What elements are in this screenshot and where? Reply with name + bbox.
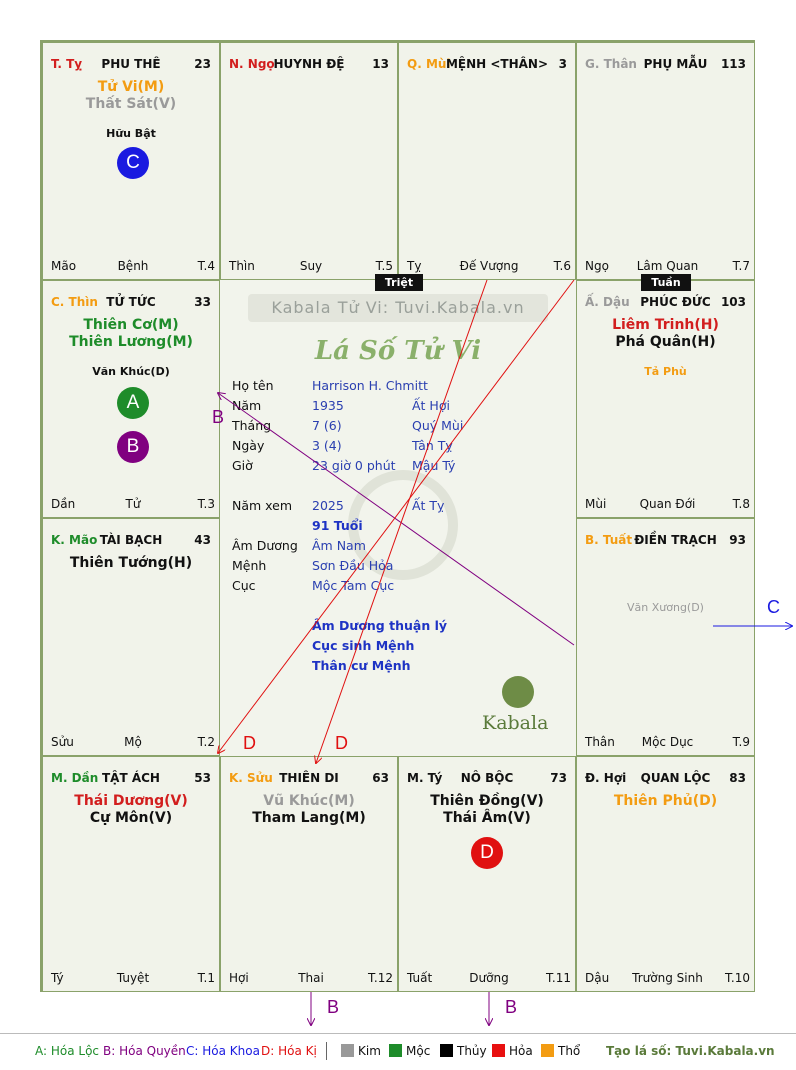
- palace-number: 93: [729, 533, 746, 547]
- minor-star: Hữu Bật: [106, 127, 156, 140]
- major-star: Thất Sát(V): [85, 96, 177, 112]
- stage-label: Mộ: [124, 735, 142, 749]
- major-star: Thiên Đồng(V): [430, 793, 544, 809]
- can-label: K. Mão: [51, 533, 98, 547]
- can-label: Q. Mùi: [407, 57, 451, 71]
- badge-c: C: [117, 147, 149, 179]
- minor-star: Văn Xương(D): [627, 601, 704, 614]
- branch-label: Ngọ: [585, 259, 609, 273]
- can-label: K. Sửu: [229, 771, 273, 785]
- palace-number: 23: [194, 57, 211, 71]
- tho-swatch: [541, 1044, 554, 1057]
- palace-number: 33: [194, 295, 211, 309]
- palace-index: T.11: [546, 971, 571, 985]
- branch-label: Tý: [51, 971, 64, 985]
- center-info-panel: Kabala Tử Vi: Tuvi.Kabala.vn Lá Số Tử Vi Họ tên Harrison H. Chmitt Năm 1935 Ất Hợi Tháng 7 (6) Quý Mùi Ngày 3 (4) Tân Tỵ Giờ 23 giờ 0 phút Mậu Tý Năm xem 2025 Ất Tỵ 91 Tuổi Âm Dương Âm Nam Mệnh Sơn Đầu Hỏa Cục Mộc Tam Cục Âm Dương thuận lý Cục sinh Mệnh Thân cư Mệnh Kabala: [220, 280, 576, 756]
- element-hoa: Hỏa: [492, 1044, 533, 1058]
- palace-number: 113: [720, 57, 746, 71]
- stage-label: Mộc Dục: [641, 735, 694, 749]
- major-star: Phá Quân(H): [615, 334, 716, 350]
- footer-site-link[interactable]: Tạo lá số: Tuvi.Kabala.vn: [606, 1044, 775, 1058]
- can-label: B. Tuất: [585, 533, 633, 547]
- palace-number: 103: [720, 295, 746, 309]
- arrow-d-line: [316, 280, 487, 763]
- palace-index: T.10: [725, 971, 750, 985]
- arrow-label-b: B: [212, 407, 225, 427]
- branch-label: Tuất: [407, 971, 433, 985]
- can-label: Ấ. Dậu: [585, 295, 630, 309]
- palace-index: T.6: [553, 259, 571, 273]
- stage-label: Suy: [299, 259, 323, 273]
- major-star: Thiên Cơ(M): [83, 317, 179, 333]
- chart-title: Lá Số Tử Vi: [314, 336, 482, 366]
- can-label: M. Dần: [51, 771, 99, 785]
- palace-name: NÔ BỘC: [460, 771, 514, 785]
- palace-index: T.2: [197, 735, 215, 749]
- major-star: Liêm Trinh(H): [612, 317, 719, 333]
- palace-name: ĐIỀN TRẠCH: [634, 533, 717, 547]
- legend-divider: [326, 1042, 327, 1060]
- minor-star: Văn Khúc(D): [92, 365, 170, 378]
- badge-b: B: [117, 431, 149, 463]
- palace-name: TÀI BẠCH: [99, 533, 163, 547]
- palace-number: 63: [372, 771, 389, 785]
- note-1: Âm Dương thuận lý: [312, 618, 448, 633]
- legend-b: B: Hóa Quyền: [103, 1044, 186, 1058]
- stage-label: Đế Vượng: [459, 259, 519, 273]
- stage-label: Tuyệt: [116, 971, 150, 985]
- kabala-brand: Kabala: [482, 712, 549, 734]
- arrow-label-d: D: [335, 733, 348, 753]
- element-moc: Mộc: [389, 1044, 430, 1058]
- stage-label: Tử: [125, 497, 141, 511]
- stage-label: Dưỡng: [469, 971, 509, 985]
- legend-a: A: Hóa Lộc: [35, 1044, 100, 1058]
- element-kim: Kim: [341, 1044, 381, 1058]
- arrow-label-c: C: [767, 597, 780, 617]
- can-label: C. Thìn: [51, 295, 98, 309]
- moc-swatch: [389, 1044, 402, 1057]
- stage-label: Bệnh: [117, 259, 149, 273]
- palace-number: 83: [729, 771, 746, 785]
- palace-name: TỬ TỨC: [106, 295, 156, 309]
- can-label: G. Thân: [585, 57, 637, 71]
- can-label: N. Ngọ: [229, 57, 275, 71]
- minor-star: Tả Phù: [644, 365, 687, 378]
- element-tho: Thổ: [541, 1044, 580, 1058]
- palace-number: 73: [550, 771, 567, 785]
- arrow-d-line: [218, 280, 574, 753]
- branch-label: Hợi: [229, 971, 249, 985]
- branch-label: Sửu: [51, 735, 74, 749]
- site-banner-text: Kabala Tử Vi: Tuvi.Kabala.vn: [271, 298, 525, 317]
- palace-index: T.4: [197, 259, 215, 273]
- palace-name: PHU THÊ: [101, 57, 161, 71]
- hoa-swatch: [492, 1044, 505, 1057]
- branch-label: Thìn: [229, 259, 255, 273]
- palace-index: T.5: [375, 259, 393, 273]
- palace-index: T.7: [732, 259, 750, 273]
- stage-label: Lâm Quan: [636, 259, 699, 273]
- palace-name: PHỤ MẪU: [643, 57, 708, 71]
- tuan-tag: Tuần: [641, 274, 691, 291]
- major-star: Thiên Lương(M): [69, 334, 193, 350]
- major-star: Cự Môn(V): [89, 810, 173, 826]
- arrow-b-line: [218, 393, 574, 645]
- triet-tag: Triệt: [375, 274, 423, 291]
- arrow-label-b: B: [327, 997, 340, 1017]
- palace-index: T.3: [197, 497, 215, 511]
- major-star: Thiên Phủ(D): [613, 793, 718, 809]
- palace-name: HUYNH ĐỆ: [273, 57, 345, 71]
- major-star: Thái Âm(V): [443, 810, 531, 826]
- arrow-label-d: D: [243, 733, 256, 753]
- palace-index: T.1: [197, 971, 215, 985]
- legend-c: C: Hóa Khoa: [186, 1044, 260, 1058]
- major-star: Tử Vi(M): [97, 79, 165, 95]
- palace-name: QUAN LỘC: [640, 771, 711, 785]
- major-star: Vũ Khúc(M): [263, 793, 355, 809]
- badge-d: D: [471, 837, 503, 869]
- stage-label: Thai: [298, 971, 324, 985]
- branch-label: Dần: [51, 497, 76, 511]
- palace-number: 3: [558, 57, 567, 71]
- legend-footer: [0, 1033, 796, 1070]
- branch-label: Tỵ: [407, 259, 422, 273]
- palace-name: TẬT ÁCH: [102, 771, 160, 785]
- major-star: Thiên Tướng(H): [69, 555, 193, 571]
- note-3: Thân cư Mệnh: [312, 658, 411, 673]
- palace-number: 43: [194, 533, 211, 547]
- palace-index: T.8: [732, 497, 750, 511]
- branch-label: Dậu: [585, 971, 610, 985]
- palace-name: PHÚC ĐỨC: [640, 295, 711, 309]
- branch-label: Mão: [51, 259, 77, 273]
- arrow-label-b: B: [505, 997, 518, 1017]
- stage-label: Trường Sinh: [632, 971, 703, 985]
- element-thuy: Thủy: [440, 1044, 487, 1058]
- badge-a: A: [117, 387, 149, 419]
- can-label: Đ. Hợi: [585, 771, 627, 785]
- note-2: Cục sinh Mệnh: [312, 638, 415, 653]
- major-star: Thái Dương(V): [74, 793, 188, 809]
- kim-swatch: [341, 1044, 354, 1057]
- palace-name: MỆNH <THÂN>: [445, 57, 549, 71]
- palace-number: 13: [372, 57, 389, 71]
- branch-label: Mùi: [585, 497, 607, 511]
- palace-index: T.9: [732, 735, 750, 749]
- can-label: T. Tỵ: [51, 57, 83, 71]
- palace-number: 53: [194, 771, 211, 785]
- branch-label: Thân: [585, 735, 615, 749]
- palace-index: T.12: [368, 971, 393, 985]
- can-label: M. Tý: [407, 771, 443, 785]
- legend-d: D: Hóa Kị: [261, 1044, 317, 1058]
- palace-name: THIÊN DI: [279, 771, 339, 785]
- major-star: Tham Lang(M): [252, 810, 366, 826]
- stage-label: Quan Đới: [639, 497, 696, 511]
- thuy-swatch: [440, 1044, 453, 1057]
